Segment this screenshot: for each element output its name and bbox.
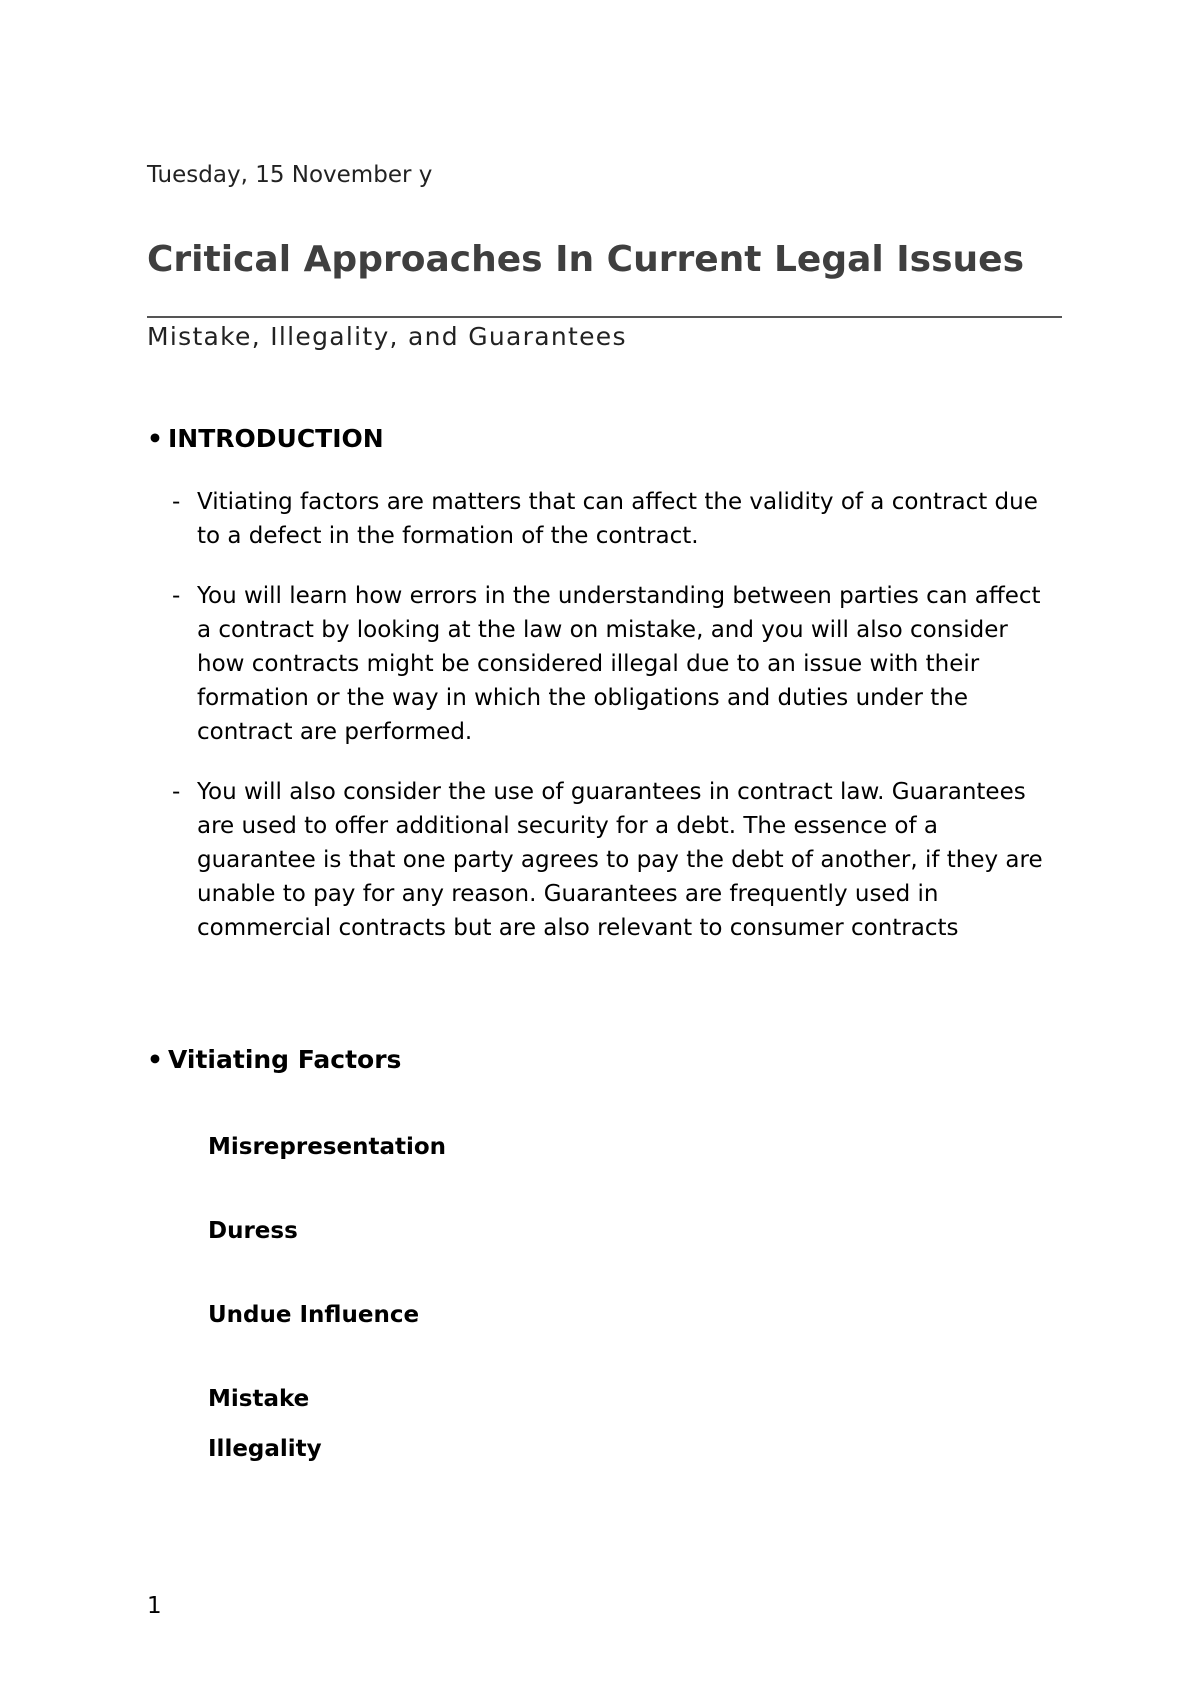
list-item <box>172 775 1052 945</box>
list-item <box>172 579 1052 749</box>
vitiating-factors-list <box>208 1130 446 1466</box>
section-heading-vitiating-factors <box>147 1043 401 1077</box>
list-item-text: You will also consider the use of guarantees in contract law. Guarantees are used to offer additional security for a debt. The essence of a guarantee is that one party agrees to pay the debt of another, if they are unable to pay for any reason. Guarantees are frequently used in commercial contracts but are also relevant to consumer contracts <box>197 779 1043 941</box>
factor-item-mistake: Mistake <box>208 1386 310 1412</box>
title-divider <box>147 316 1062 318</box>
bullet-icon: • <box>147 424 163 453</box>
factor-item-misrepresentation: Misrepresentation <box>208 1134 447 1160</box>
list-item-text: Vitiating factors are matters that can affect the validity of a contract due to a defect in the formation of the contract. <box>197 489 1038 549</box>
document-date: Tuesday, 15 November y <box>147 162 433 188</box>
list-item-text: You will learn how errors in the understanding between parties can affect a contract by looking at the law on mistake, and you will also consider how contracts might be considered illegal due to an issue with their formation or the way in which the obligations and duties under the contract are performed. <box>197 583 1041 745</box>
section-heading-label: Vitiating Factors <box>168 1045 402 1074</box>
dash-marker-icon: - <box>172 583 181 609</box>
page-number: 1 <box>147 1593 162 1619</box>
factor-item-illegality: Illegality <box>208 1436 322 1462</box>
bullet-icon: • <box>147 1045 163 1074</box>
section-heading-introduction <box>147 422 384 456</box>
factor-item-undue-influence: Undue Influence <box>208 1302 420 1328</box>
factor-item-duress: Duress <box>208 1218 298 1244</box>
section-heading-label: INTRODUCTION <box>168 424 384 453</box>
dash-marker-icon: - <box>172 779 181 805</box>
dash-marker-icon: - <box>172 489 181 515</box>
document-subtitle: Mistake, Illegality, and Guarantees <box>147 322 627 351</box>
introduction-list <box>172 485 1052 971</box>
document-title: Critical Approaches In Current Legal Issues <box>147 239 1025 280</box>
list-item <box>172 485 1052 553</box>
